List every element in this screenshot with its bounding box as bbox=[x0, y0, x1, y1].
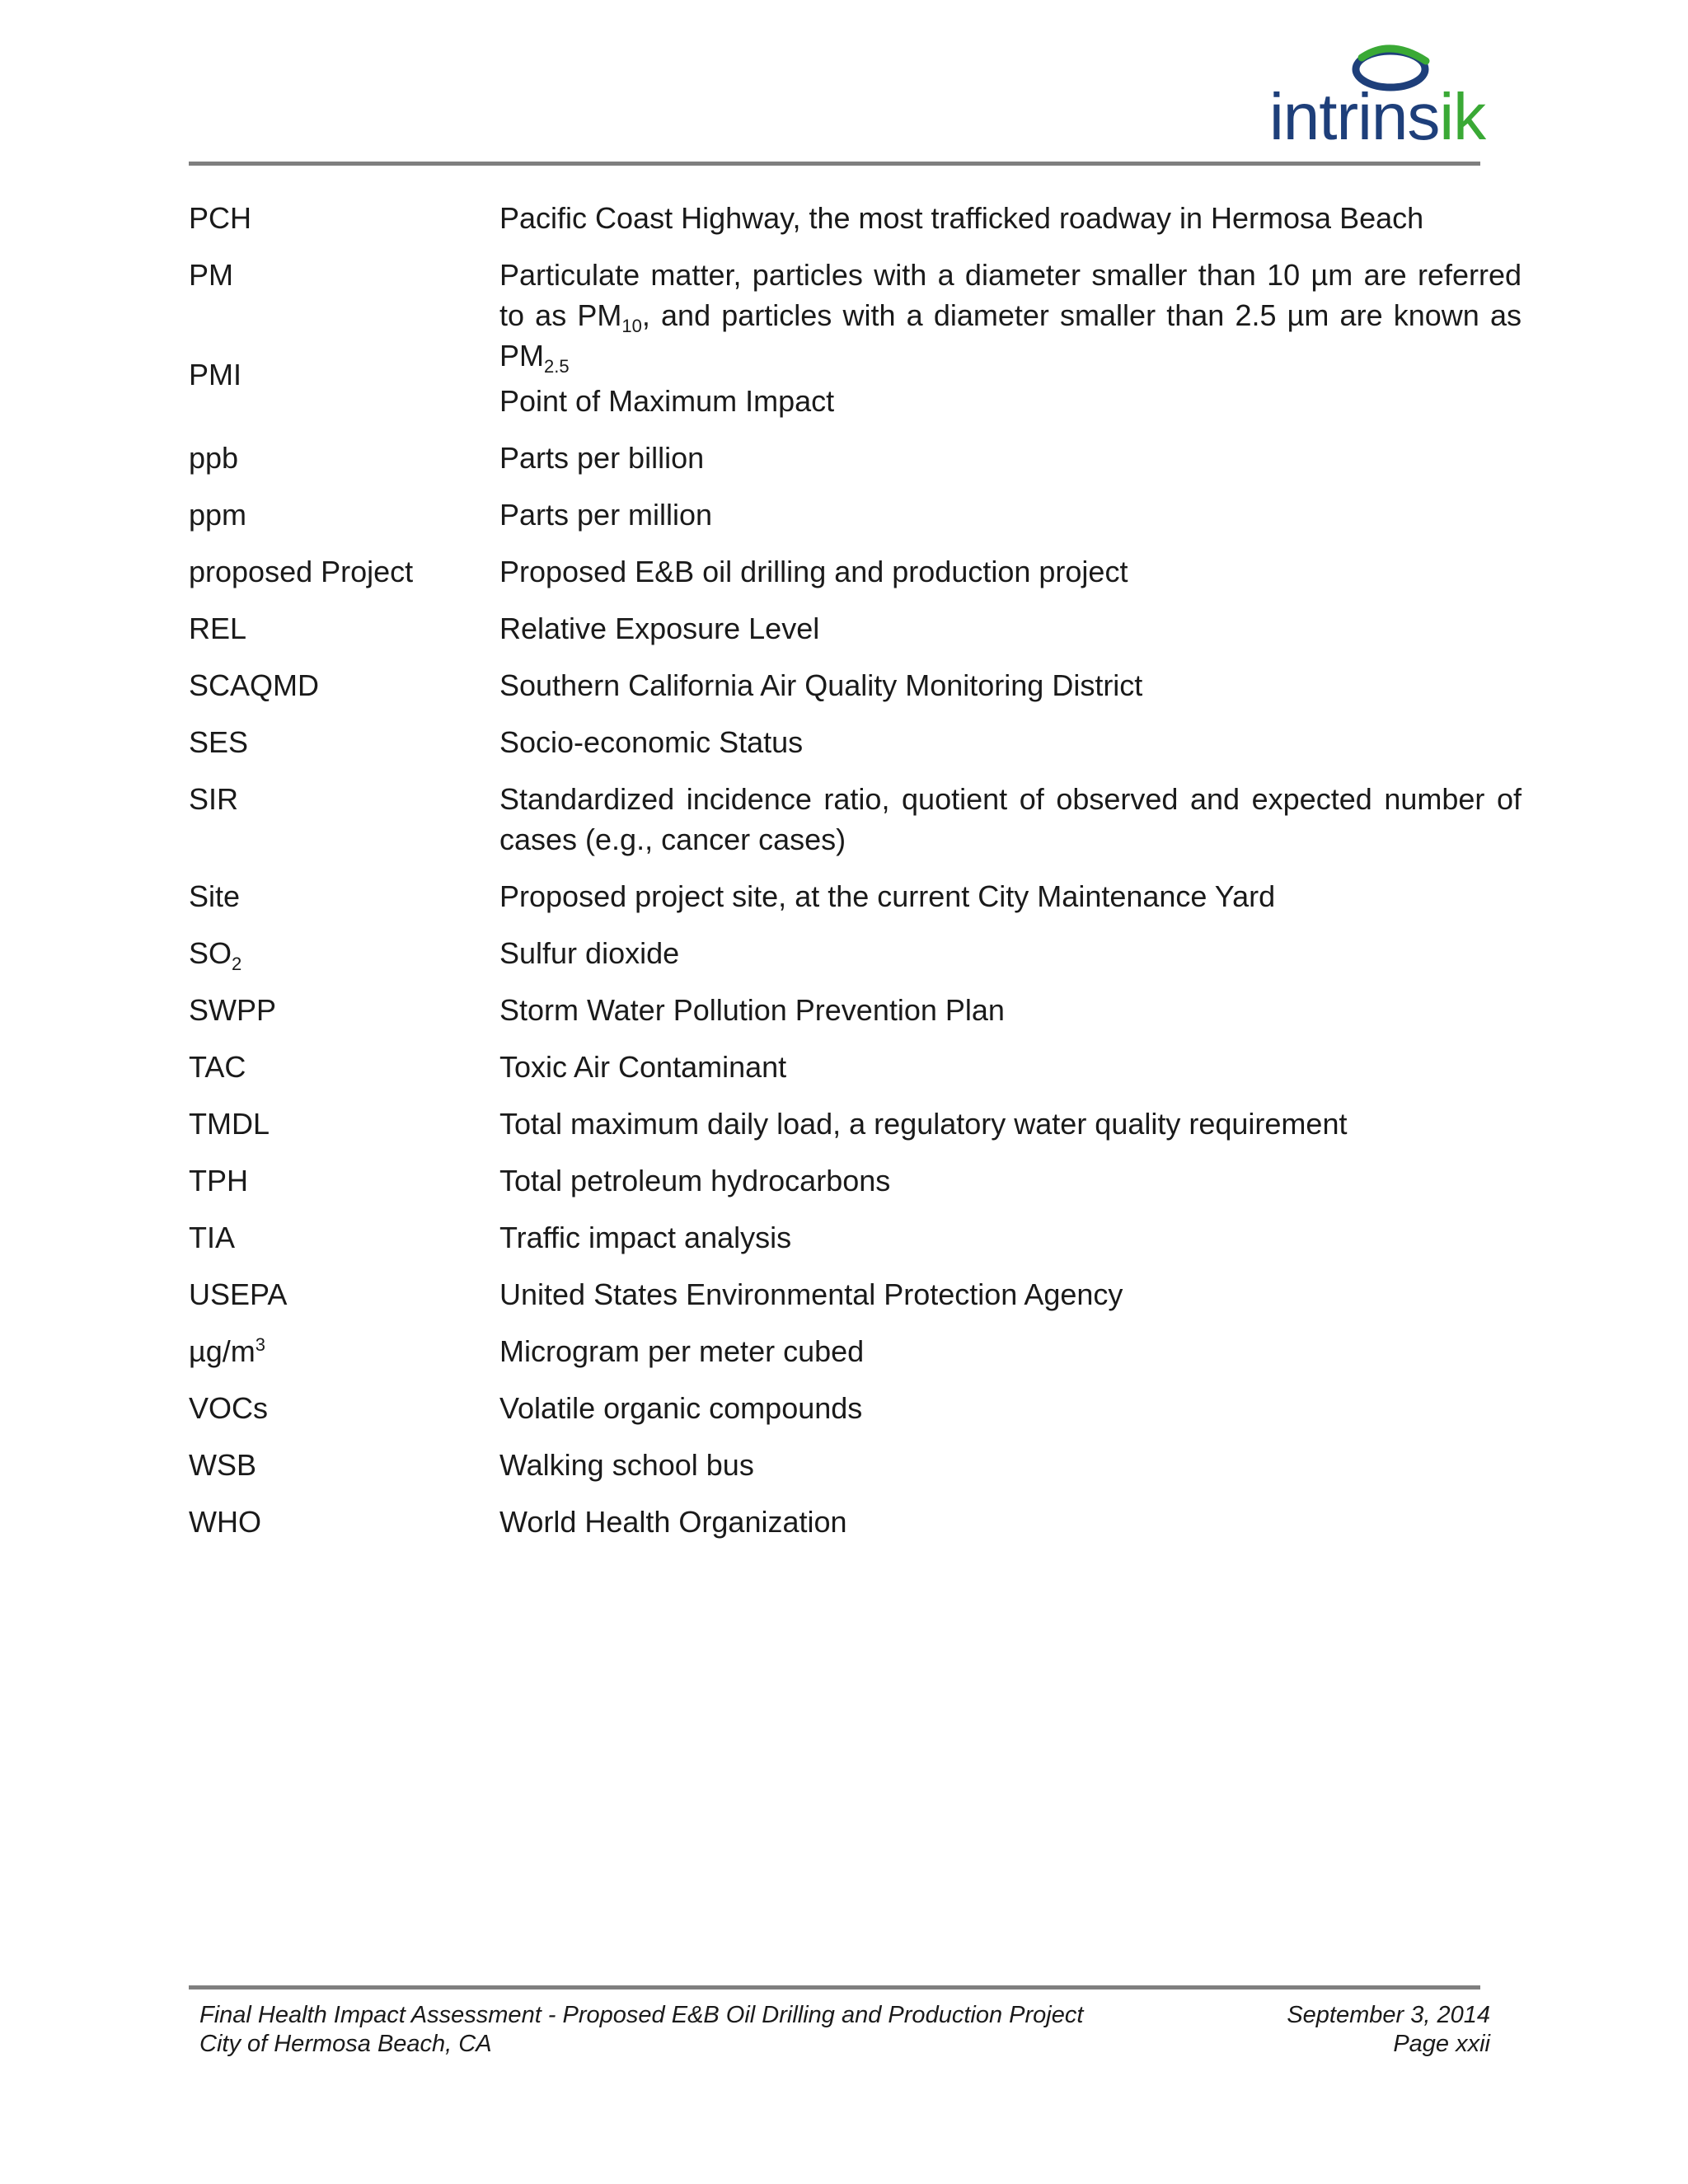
glossary-row bbox=[189, 608, 1524, 649]
glossary-definition: Parts per million bbox=[499, 498, 713, 532]
intrinsik-logo bbox=[1269, 43, 1493, 158]
glossary-definition: Toxic Air Contaminant bbox=[499, 1050, 787, 1084]
glossary-row bbox=[189, 1388, 1524, 1428]
glossary-definition: Total petroleum hydrocarbons bbox=[499, 1164, 891, 1197]
glossary-term: TAC bbox=[189, 1050, 246, 1084]
glossary-term: TIA bbox=[189, 1221, 236, 1254]
glossary-definition: Volatile organic compounds bbox=[499, 1391, 863, 1425]
glossary-term: ppb bbox=[189, 441, 239, 475]
logo-text-accent: ik bbox=[1439, 80, 1486, 153]
glossary-term: PMI bbox=[189, 358, 242, 391]
footer-date: September 3, 2014 bbox=[1287, 2002, 1490, 2028]
glossary-row bbox=[189, 1160, 1524, 1201]
glossary-term: WHO bbox=[189, 1505, 261, 1539]
glossary-term: WSB bbox=[189, 1448, 257, 1482]
glossary-row bbox=[189, 358, 1524, 421]
footer-left bbox=[199, 2001, 1083, 2059]
glossary-row bbox=[189, 779, 1524, 860]
glossary-definition: Parts per billion bbox=[499, 441, 705, 475]
glossary-list bbox=[189, 198, 1524, 1558]
glossary-row bbox=[189, 1502, 1524, 1542]
footer-right bbox=[1287, 2001, 1490, 2059]
glossary-definition: Proposed E&B oil drilling and production project bbox=[499, 555, 1128, 588]
glossary-row bbox=[189, 722, 1524, 762]
glossary-term: PCH bbox=[189, 201, 252, 235]
glossary-term: VOCs bbox=[189, 1391, 269, 1425]
glossary-row bbox=[189, 494, 1524, 535]
glossary-definition: Sulfur dioxide bbox=[499, 936, 680, 970]
glossary-row bbox=[189, 551, 1524, 592]
logo-text-main: intrins bbox=[1269, 80, 1440, 153]
glossary-row bbox=[189, 1274, 1524, 1315]
glossary-term: TPH bbox=[189, 1164, 248, 1197]
header-rule bbox=[189, 162, 1480, 166]
glossary-row bbox=[189, 665, 1524, 705]
glossary-term: TMDL bbox=[189, 1107, 270, 1141]
glossary-row bbox=[189, 1047, 1524, 1087]
glossary-row bbox=[189, 933, 1524, 973]
glossary-row bbox=[189, 198, 1524, 238]
glossary-row bbox=[189, 1217, 1524, 1258]
glossary-term: USEPA bbox=[189, 1277, 288, 1311]
glossary-term: Site bbox=[189, 879, 241, 913]
glossary-definition: Walking school bus bbox=[499, 1448, 754, 1482]
glossary-definition: Total maximum daily load, a regulatory water quality requirement bbox=[499, 1107, 1348, 1141]
glossary-row bbox=[189, 1445, 1524, 1485]
glossary-term: ppm bbox=[189, 498, 247, 532]
glossary-definition: World Health Organization bbox=[499, 1505, 847, 1539]
glossary-term: proposed Project bbox=[189, 555, 414, 588]
glossary-definition: Southern California Air Quality Monitoring District bbox=[499, 668, 1143, 702]
glossary-term: SES bbox=[189, 725, 249, 759]
glossary-row bbox=[189, 876, 1524, 916]
glossary-definition: Relative Exposure Level bbox=[499, 612, 820, 645]
footer-location: City of Hermosa Beach, CA bbox=[199, 2031, 492, 2057]
glossary-definition: Socio-economic Status bbox=[499, 725, 804, 759]
glossary-definition: Standardized incidence ratio, quotient of observed and expected number of cases (e.g., cancer cases) bbox=[499, 782, 1522, 856]
glossary-term: PM bbox=[189, 258, 233, 292]
footer-rule bbox=[189, 1985, 1480, 1990]
footer-page-number: Page xxii bbox=[1393, 2031, 1490, 2057]
glossary-row bbox=[189, 438, 1524, 478]
glossary-row bbox=[189, 1104, 1524, 1144]
glossary-definition: Pacific Coast Highway, the most trafficked roadway in Hermosa Beach bbox=[499, 201, 1424, 235]
glossary-definition: Proposed project site, at the current City Maintenance Yard bbox=[499, 879, 1276, 913]
glossary-term: REL bbox=[189, 612, 247, 645]
glossary-term: $SO_2$ bbox=[189, 936, 242, 975]
glossary-definition: Storm Water Pollution Prevention Plan bbox=[499, 993, 1005, 1027]
glossary-row bbox=[189, 990, 1524, 1030]
glossary-term: SCAQMD bbox=[189, 668, 320, 702]
glossary-term: SIR bbox=[189, 782, 239, 816]
glossary-term: $\mu g/m^3$ bbox=[189, 1334, 266, 1368]
glossary-definition: Point of Maximum Impact bbox=[499, 384, 835, 418]
glossary-definition: Microgram per meter cubed bbox=[499, 1334, 865, 1368]
glossary-definition: Particulate matter, particles with a diameter smaller than 10 µm are referred to as $PM_{10}$, and particles with a diameter smaller than 2.5 µm are known as $PM_{2.5}$ bbox=[499, 258, 1522, 377]
logo-wordmark bbox=[1269, 80, 1486, 153]
glossary-term: SWPP bbox=[189, 993, 277, 1027]
glossary-row bbox=[189, 1331, 1524, 1371]
glossary-definition: Traffic impact analysis bbox=[499, 1221, 792, 1254]
glossary-definition: United States Environmental Protection Agency bbox=[499, 1277, 1123, 1311]
footer-document-title: Final Health Impact Assessment - Proposed E&B Oil Drilling and Production Project bbox=[199, 2002, 1084, 2028]
